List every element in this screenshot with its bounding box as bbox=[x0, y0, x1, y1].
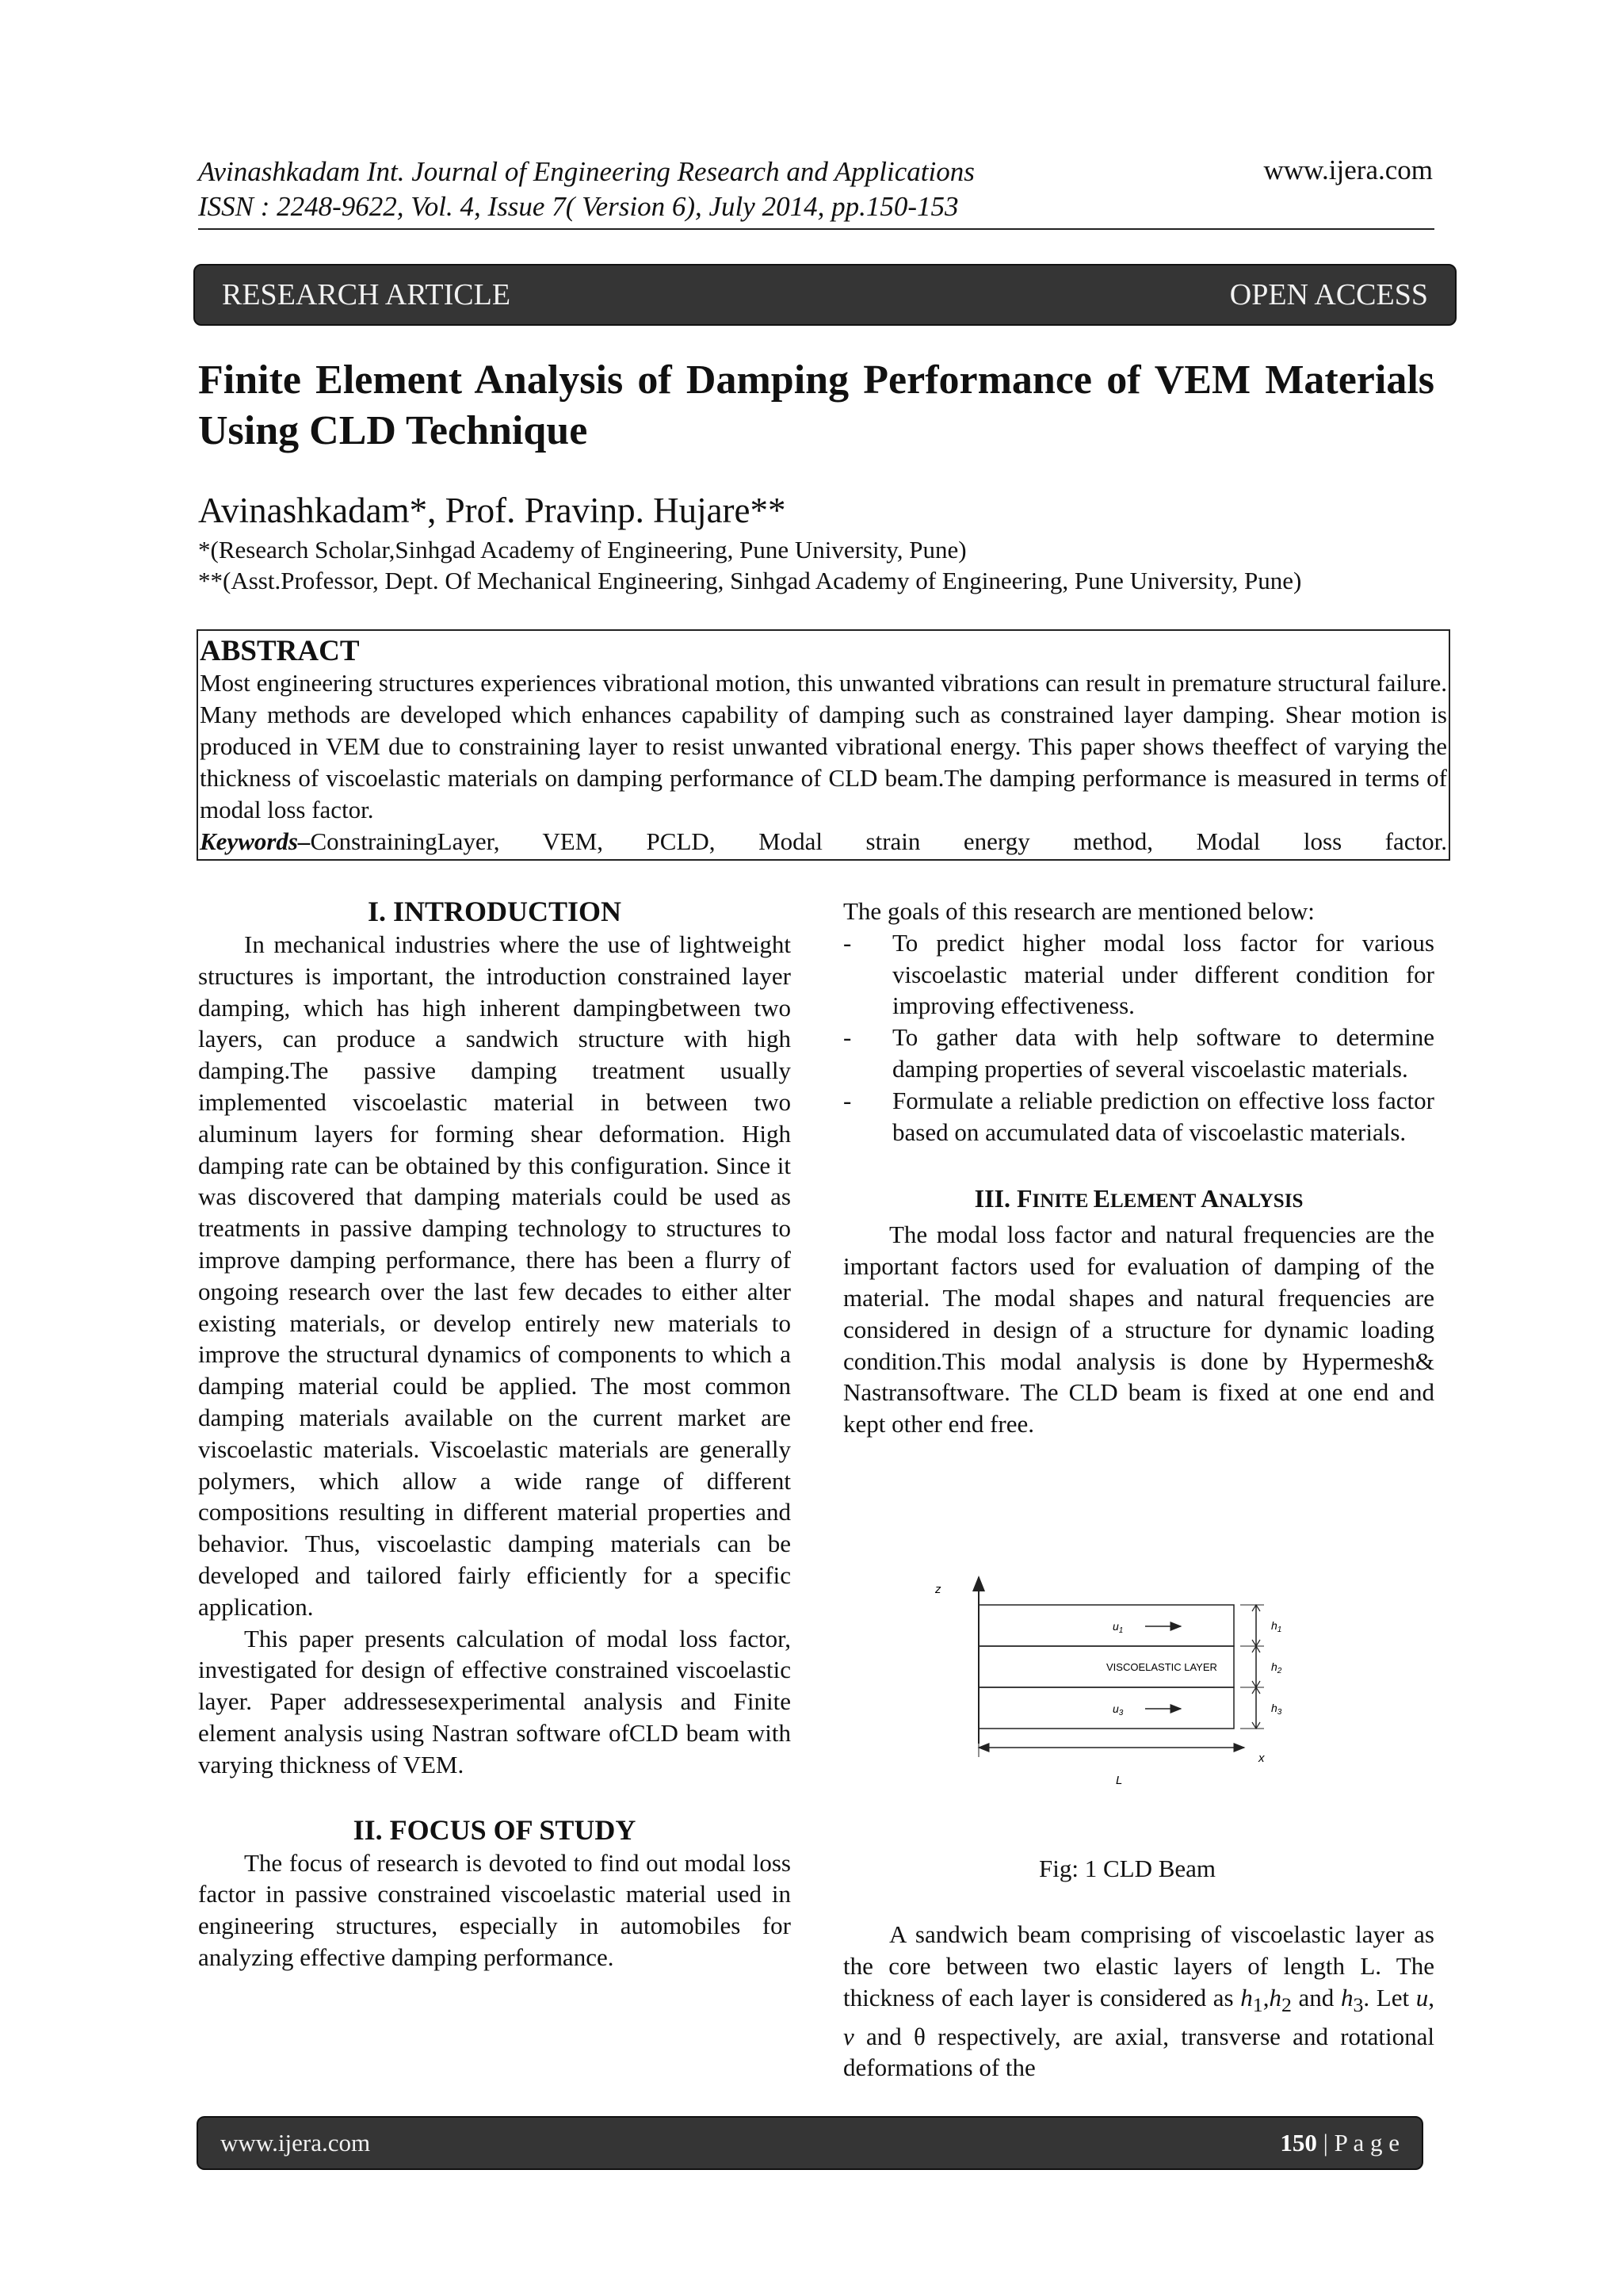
z-axis-label: z bbox=[935, 1583, 941, 1596]
cld-beam-figure bbox=[927, 1565, 1339, 1803]
footer-website[interactable]: www.ijera.com bbox=[220, 2129, 371, 2157]
page-footer bbox=[197, 2116, 1423, 2170]
bullet-dash: - bbox=[843, 1023, 852, 1052]
header-rule bbox=[198, 228, 1434, 230]
affiliation-2: **(Asst.Professor, Dept. Of Mechanical Engineering, Sinhgad Academy of Engineering, Pune University, Pune) bbox=[198, 567, 1302, 594]
keywords-line bbox=[198, 826, 1449, 858]
section-focus-heading: II. FOCUS OF STUDY bbox=[353, 1813, 636, 1846]
paper-title: Finite Element Analysis of Damping Performance of VEM Materials Using CLD Technique bbox=[198, 357, 1434, 453]
goal-item bbox=[843, 1085, 1434, 1148]
h2-label: $h_2$ bbox=[1271, 1660, 1282, 1675]
page-number: 150 | P a g e bbox=[1280, 2129, 1400, 2157]
sandwich-paragraph: A sandwich beam comprising of viscoelastic layer as the core between two elastic layers of length L. The thickness of each layer is considered as $h_1,h_2$ and $h_3$. Let u, v and θ respectively, are axial, transverse and rotational deformations of the bbox=[843, 1920, 1434, 2082]
h3-label: $h_3$ bbox=[1271, 1702, 1282, 1717]
abstract-heading: ABSTRACT bbox=[200, 635, 360, 667]
right-column bbox=[843, 896, 1434, 1440]
paper-authors: Avinashkadam*, Prof. Pravinp. Hujare** bbox=[198, 491, 786, 530]
abstract-text: Most engineering structures experiences vibrational motion, this unwanted vibrations can result in premature structural failure. Many methods are developed which enhances capability of damping such as constrained layer damping. Shear motion is produced in VEM due to constraining layer to resist unwanted vibrational energy. This paper shows theeffect of varying the thickness of viscoelastic materials on damping performance of CLD beam.The damping performance is measured in terms of modal loss factor. bbox=[200, 669, 1447, 823]
journal-line-2: ISSN : 2248-9622, Vol. 4, Issue 7( Version 6), July 2014, pp.150-153 bbox=[198, 191, 959, 222]
section-fea-heading: III. FINITE ELEMENT ANALYSIS bbox=[974, 1184, 1304, 1213]
top-layer bbox=[979, 1605, 1234, 1646]
section-introduction-heading: I. INTRODUCTION bbox=[367, 896, 622, 927]
keywords-label: Keywords– bbox=[200, 827, 311, 855]
keywords-text: ConstrainingLayer, VEM, PCLD, Modal strain energy method, Modal loss factor. bbox=[310, 827, 1447, 855]
journal-line-1: Avinashkadam Int. Journal of Engineering Research and Applications bbox=[198, 156, 975, 187]
abstract-box bbox=[197, 629, 1450, 861]
viscoelastic-layer-label: VISCOELASTIC LAYER bbox=[1106, 1661, 1217, 1673]
intro-paragraph-2: This paper presents calculation of modal loss factor, investigated for design of effective constrained viscoelastic layer. Paper addressesexperimental analysis and Finite element analysis using Nastran software ofCLD beam with varying thickness of VEM. bbox=[198, 1624, 791, 1778]
figure-caption: Fig: 1 CLD Beam bbox=[1039, 1855, 1216, 1882]
fea-paragraph: The modal loss factor and natural frequencies are the important factors used for evaluation of damping of the material. The modal shapes and natural frequencies are considered in design of a structure for dynamic loading condition.This modal analysis is done by Hypermesh& Nastransoftware. The CLD beam is fixed at one end and kept other end free. bbox=[843, 1221, 1434, 1438]
banner-research-article: RESEARCH ARTICLE bbox=[222, 278, 511, 311]
goal-item-text: To predict higher modal loss factor for various viscoelastic material under different condition for improving effectiveness. bbox=[892, 928, 1434, 1020]
x-axis-label: x bbox=[1258, 1752, 1265, 1765]
left-column bbox=[198, 894, 791, 1973]
journal-header bbox=[198, 155, 975, 224]
banner-open-access: OPEN ACCESS bbox=[1229, 278, 1428, 311]
focus-paragraph: The focus of research is devoted to find out modal loss factor in passive constrained viscoelastic material used in engineering structures, especially in automobiles for analyzing effective damping performance. bbox=[198, 1848, 791, 1971]
bullet-dash: - bbox=[843, 928, 852, 957]
intro-paragraph-1: In mechanical industries where the use of lightweight structures is important, the introduction constrained layer damping, which has high inherent dampingbetween two layers, can produce a sandwich structure with high damping.The passive damping treatment usually implemented viscoelastic material in between two aluminum layers for forming shear deformation. High damping rate can be obtained by this configuration. Since it was discovered that damping materials could be used as treatments in passive damping technology to structures to improve damping performance, there has been a flurry of ongoing research over the last few decades to either alter existing materials, or develop entirely new materials to improve the structural dynamics of components to which a damping material could be applied. The most common damping materials available on the current market are viscoelastic materials. Viscoelastic materials are generally polymers, which allow a wide range of different compositions resulting in different material properties and behavior. Thus, viscoelastic damping materials can be developed and tailored fairly efficiently for a specific application. bbox=[198, 930, 791, 1621]
article-type-banner bbox=[193, 264, 1457, 326]
goal-item bbox=[843, 927, 1434, 1022]
journal-website[interactable]: www.ijera.com bbox=[1263, 155, 1433, 185]
bottom-layer bbox=[979, 1687, 1234, 1729]
affiliation-1: *(Research Scholar,Sinhgad Academy of Engineering, Pune University, Pune) bbox=[198, 536, 967, 563]
goal-item bbox=[843, 1022, 1434, 1085]
u1-label: $u_1$ bbox=[1113, 1620, 1124, 1635]
goal-item-text: Formulate a reliable prediction on effective loss factor based on accumulated data of viscoelastic materials. bbox=[892, 1086, 1434, 1146]
length-label: L bbox=[1116, 1774, 1123, 1787]
goal-item-text: To gather data with help software to determine damping properties of several viscoelastic materials. bbox=[892, 1023, 1434, 1083]
goals-intro: The goals of this research are mentioned below: bbox=[843, 897, 1315, 925]
bullet-dash: - bbox=[843, 1086, 852, 1114]
u3-label: $u_3$ bbox=[1113, 1702, 1124, 1717]
h1-label: $h_1$ bbox=[1271, 1619, 1282, 1634]
